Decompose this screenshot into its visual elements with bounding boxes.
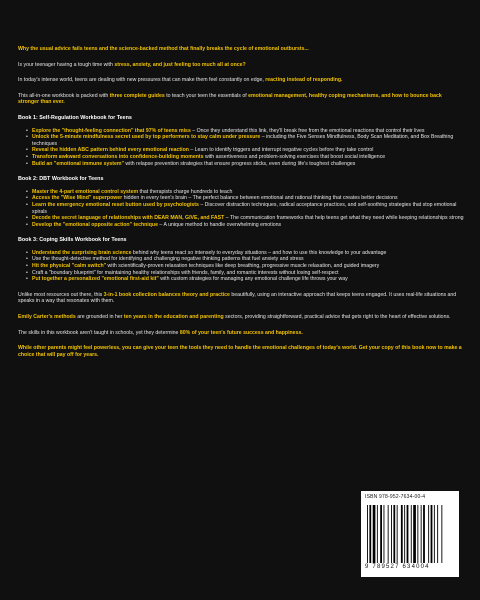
barcode-stripe: [421, 505, 422, 563]
book2-list: [18, 189, 464, 229]
closing-paragraph: While other parents might feel powerless, you can give your teen the tools they need to handle the emotional challenges of today's world. Get your copy of this book now to make a choice that will pay off for years.: [18, 345, 462, 358]
barcode-stripe: [397, 505, 398, 563]
isbn-barcode: [361, 491, 459, 577]
barcode-stripe: [437, 505, 438, 563]
barcode-stripe: [377, 505, 378, 563]
list-item: • Put together a personalized "emotional first-aid kit" with custom strategies for managing any emotional challenge life throws your way: [26, 276, 464, 283]
intro-question: Is your teenager having a tough time with stress, anxiety, and just feeling too much all at once?: [18, 61, 246, 68]
list-item: • Master the 4-part emotional control system that therapists charge hundreds to teach: [26, 189, 464, 196]
barcode-stripe: [441, 505, 442, 563]
book1-list: [18, 128, 464, 168]
barcode-stripe: [431, 505, 433, 563]
list-item: • Learn the emergency emotional reset button used by psychologists – Discover distraction techniques, radical acceptance practices, and self-soothing strategies that stop emotional spirals: [26, 202, 464, 215]
author-paragraph: Emily Carter's methods are grounded in her ten years in the education and parenting sectors, providing straightforward, practical advice that gets right to the heart of effective solutions.: [18, 314, 451, 321]
book2-title: Book 2: DBT Workbook for Teens: [18, 176, 104, 183]
barcode-stripe: [367, 505, 368, 563]
barcode-stripe: [423, 505, 425, 563]
barcode-stripe: [411, 505, 412, 563]
list-item: • Develop the "emotional opposite action" technique – A unique method to handle overwhelming emotions: [26, 222, 464, 229]
list-item: • Explore the "thought-feeling connection" that 97% of teens miss – Once they understand this link, they'll break free from the emotional reactions that control their lives: [26, 128, 464, 135]
list-item: • Build an "emotional immune system" with relapse prevention strategies that ensure progress sticks, even during life's toughest challenges: [26, 161, 464, 168]
unlike-paragraph: Unlike most resources out there, this 3-in-1 book collection balances theory and practice beautifully, using an interactive approach that keeps teens engaged. It uses real-life situations and speaks in a way that resonates with them.: [18, 291, 457, 305]
skills-paragraph: The skills in this workbook aren't taught in schools, yet they determine 80% of your teen's future success and happiness.: [18, 329, 303, 336]
list-item: • Unlock the 5-minute mindfulness secret used by top performers to stay calm under pressure – including the Five Senses Mindfulness, Body Scan Meditation, and Box Breathing techniques: [26, 134, 464, 147]
barcode-stripe: [404, 505, 405, 563]
barcode-stripe: [391, 505, 392, 563]
list-item: • Craft a "boundary blueprint" for maintaining healthy relationships with friends, family, and romantic interests without losing self-respect: [26, 270, 464, 277]
list-item: • Access the "Wise Mind" superpower hidden in every teen's brain – The perfect balance between emotional and rational thinking that creates better decisions: [26, 195, 464, 202]
list-item: • Transform awkward conversations into confidence-building moments with assertiveness and problem-solving exercises that boost social intelligence: [26, 154, 464, 161]
book3-title: Book 3: Coping Skills Workbook for Teens: [18, 237, 127, 244]
barcode-bars-icon: [367, 505, 453, 563]
headline: Why the usual advice fails teens and the science-backed method that finally breaks the cycle of emotional outbursts...: [18, 46, 309, 52]
isbn-digits: 9 789527 634004: [365, 564, 430, 570]
list-item: • Understand the surprising brain science behind why teens react so intensely to everyday situations – and how to use this knowledge to your advantage: [26, 250, 464, 257]
book3-list: [18, 250, 464, 283]
intro-package: This all-in-one workbook is packed with three complete guides to teach your teen the essentials of emotional management, healthy coping mechanisms, and how to bounce back stronger than ever.: [18, 92, 442, 106]
isbn-label: ISBN 978-952-7634-00-4: [365, 494, 426, 500]
book1-title: Book 1: Self-Regulation Workbook for Teens: [18, 114, 132, 121]
intro-world: In today's intense world, teens are dealing with new pressures that can make them feel constantly on edge, reacting instead of responding.: [18, 77, 343, 84]
barcode-stripe: [428, 505, 429, 563]
list-item: • Use the thought-detective method for identifying and challenging negative thinking patterns that fuel anxiety and stress: [26, 256, 464, 263]
barcode-stripe: [369, 505, 371, 563]
barcode-stripe: [417, 505, 418, 563]
back-cover-text: [18, 46, 464, 367]
barcode-stripe: [401, 505, 403, 563]
barcode-stripe: [373, 505, 376, 563]
barcode-stripe: [380, 505, 382, 563]
barcode-stripe: [413, 505, 416, 563]
barcode-stripe: [384, 505, 385, 563]
list-item: • Hit the physical "calm switch" with scientifically-proven relaxation techniques like deep breathing, progressive muscle relaxation, and guided imagery: [26, 263, 464, 270]
barcode-stripe: [388, 505, 389, 563]
barcode-stripe: [407, 505, 409, 563]
barcode-stripe: [434, 505, 435, 563]
list-item: • Decode the secret language of relationships with DEAR MAN, GIVE, and FAST – The communication frameworks that help teens get what they need while keeping relationships strong: [26, 215, 464, 222]
list-item: • Reveal the hidden ABC pattern behind every emotional reaction – Learn to identify triggers and interrupt negative cycles before they take control: [26, 147, 464, 154]
barcode-stripe: [393, 505, 395, 563]
